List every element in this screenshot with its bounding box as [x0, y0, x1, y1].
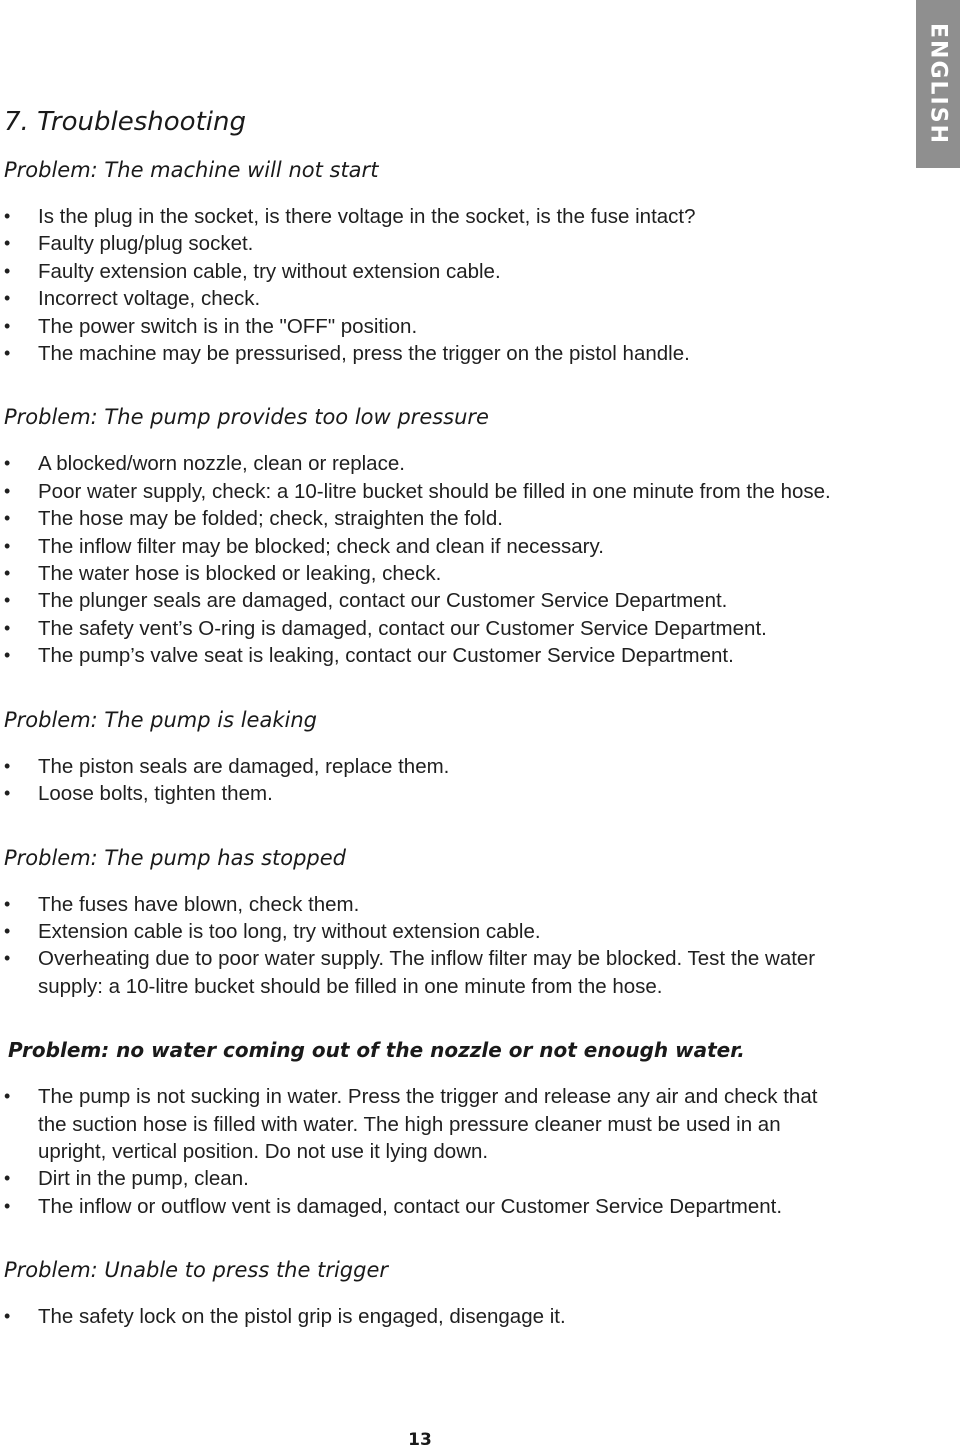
bullet-icon: • [4, 260, 11, 281]
bullet-icon: • [4, 535, 11, 556]
list-item: • The hose may be folded; check, straighten the fold. [4, 505, 848, 532]
bullet-icon: • [4, 1086, 11, 1107]
section-low-pressure [4, 395, 904, 669]
list-item: • Dirt in the pump, clean. [4, 1165, 848, 1192]
bullet-icon: • [4, 480, 11, 501]
bullet-icon: • [4, 288, 11, 309]
list-item: • Faulty plug/plug socket. [4, 230, 848, 257]
problem-list [4, 1303, 904, 1330]
list-item: • The water hose is blocked or leaking, check. [4, 560, 848, 587]
list-item: • The machine may be pressurised, press the trigger on the pistol handle. [4, 340, 848, 367]
list-item: • The plunger seals are damaged, contact our Customer Service Department. [4, 587, 848, 614]
bullet-icon: • [4, 315, 11, 336]
list-item: • Faulty extension cable, try without extension cable. [4, 258, 848, 285]
bullet-icon: • [4, 590, 11, 611]
list-item: • Loose bolts, tighten them. [4, 780, 848, 807]
language-tab [916, 0, 960, 168]
section-heading: Problem: Unable to press the trigger [4, 1258, 388, 1283]
bullet-icon: • [4, 755, 11, 776]
list-item: • The pump’s valve seat is leaking, contact our Customer Service Department. [4, 642, 848, 669]
list-item: • Extension cable is too long, try without extension cable. [4, 918, 848, 945]
list-item: • Incorrect voltage, check. [4, 285, 848, 312]
list-item: • The power switch is in the "OFF" position. [4, 313, 848, 340]
section-pump-leaking [4, 698, 904, 808]
bullet-icon: • [4, 617, 11, 638]
page-number: 13 [408, 1430, 432, 1450]
page-title: 7. Troubleshooting [4, 107, 246, 137]
bullet-icon: • [4, 343, 11, 364]
problem-list [4, 753, 904, 808]
list-item: • Is the plug in the socket, is there voltage in the socket, is the fuse intact? [4, 203, 848, 230]
list-item: • The piston seals are damaged, replace them. [4, 753, 848, 780]
bullet-icon: • [4, 233, 11, 254]
list-item: • Overheating due to poor water supply. The inflow filter may be blocked. Test the water supply: a 10-litre bucket should be filled in one minute from the hose. [4, 947, 816, 998]
section-no-water [4, 1028, 904, 1220]
language-tab-label: ENGLISH [925, 23, 951, 145]
section-heading: Problem: The pump is leaking [4, 707, 317, 732]
list-item: • The safety vent’s O-ring is damaged, contact our Customer Service Department. [4, 615, 848, 642]
section-heading: Problem: no water coming out of the nozzle or not enough water. [8, 1038, 745, 1063]
section-heading: Problem: The machine will not start [4, 158, 379, 182]
bullet-icon: • [4, 920, 11, 941]
list-item: • The pump is not sucking in water. Press the trigger and release any air and check that the suction hose is filled with water. The high pressure cleaner must be used in an upright, vertical position. Do not use it lying down. [4, 1085, 818, 1163]
list-item: • A blocked/worn nozzle, clean or replace. [4, 450, 848, 477]
section-heading: Problem: The pump has stopped [4, 845, 346, 870]
bullet-icon: • [4, 206, 11, 226]
bullet-icon: • [4, 1306, 11, 1327]
bullet-icon: • [4, 1195, 11, 1216]
bullet-icon: • [4, 563, 11, 584]
bullet-icon: • [4, 645, 11, 666]
section-pump-stopped [4, 836, 904, 1001]
list-item: • The safety lock on the pistol grip is engaged, disengage it. [4, 1303, 848, 1330]
list-item: • The inflow or outflow vent is damaged, contact our Customer Service Department. [4, 1193, 848, 1220]
bullet-icon: • [4, 1168, 11, 1189]
section-unable-to-press-trigger [4, 1248, 904, 1330]
bullet-icon: • [4, 453, 11, 474]
bullet-icon: • [4, 783, 11, 804]
bullet-icon: • [4, 508, 11, 529]
bullet-icon: • [4, 893, 11, 914]
troubleshooting-content [4, 96, 904, 1331]
problem-list [4, 1083, 904, 1220]
section-heading: Problem: The pump provides too low pressure [4, 405, 489, 430]
problem-list [4, 203, 904, 367]
bullet-icon: • [4, 948, 11, 969]
section-machine-will-not-start [4, 148, 904, 367]
list-item: • Poor water supply, check: a 10-litre bucket should be filled in one minute from the hose. [4, 478, 848, 505]
list-item: • The inflow filter may be blocked; check and clean if necessary. [4, 533, 848, 560]
list-item: • The fuses have blown, check them. [4, 891, 848, 918]
problem-list [4, 891, 904, 1001]
problem-list [4, 450, 904, 669]
